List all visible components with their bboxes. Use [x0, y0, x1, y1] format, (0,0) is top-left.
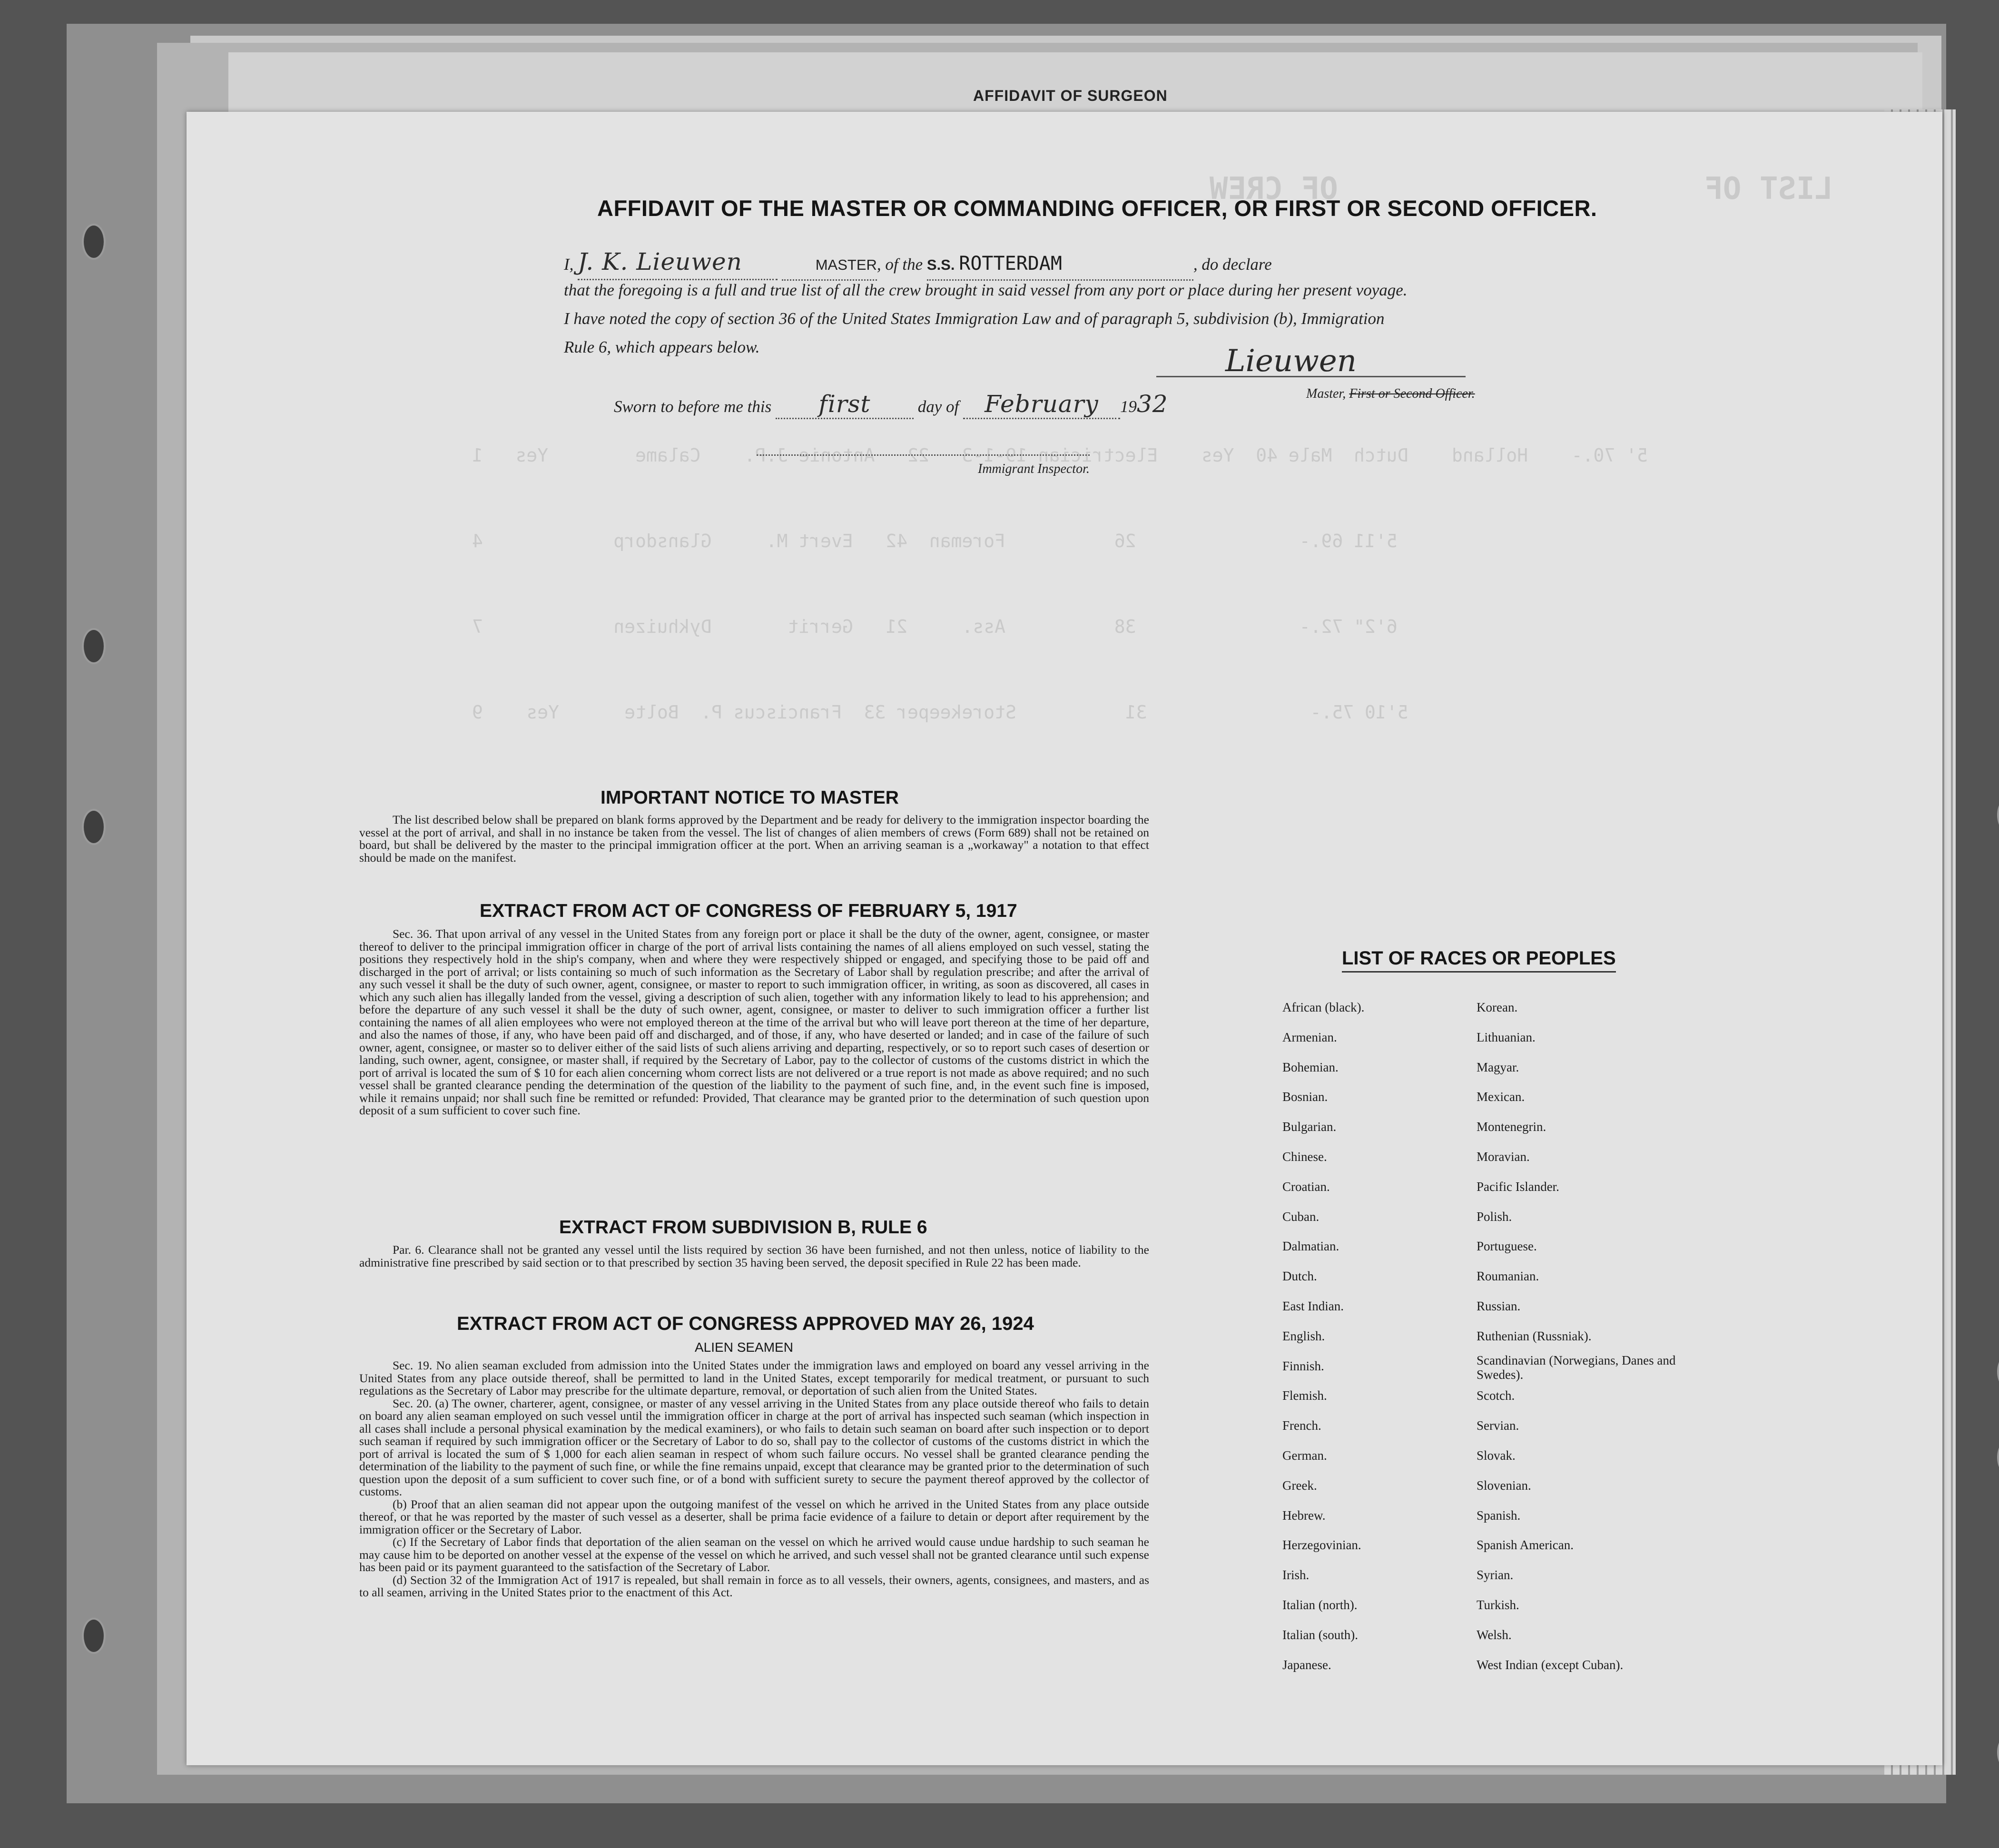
race-item: Slovenian.: [1477, 1478, 1531, 1493]
reverse-side-bleed: LIST OF OF CREW: [1210, 171, 1833, 206]
sworn-month: February: [985, 390, 1099, 418]
affidavit-line-1: [564, 247, 1485, 276]
binder-hole: [82, 1618, 106, 1654]
race-item: Bohemian.: [1282, 1060, 1339, 1074]
master-signature-label: [1306, 386, 1475, 402]
extract-1924-sec20c: (c) If the Secretary of Labor finds that deportation of the alien seaman on the vessel on which he arrived would cause undue hardship to such seaman he may cause him to be deported on another vessel at the expense of the vessel on which he arrived, and such vessel shall not be granted clearance until such expense has been paid or its payment guaranteed to the satisfaction of the Secretary of Labor.: [359, 1535, 1149, 1574]
race-item: Herzegovinian.: [1282, 1538, 1361, 1553]
race-item: Lithuanian.: [1477, 1030, 1536, 1044]
race-item: Korean.: [1477, 1000, 1518, 1014]
notice-paragraph: The list described below shall be prepared on blank forms approved by the Department and be ready for delivery to the immigration inspector boarding the vessel at the port of arrival, and shall in no instance be taken from the vessel. The list of changes of alien members of crews (Form 689) shall not be retained on board, but shall be delivered by the master to the principal immigration officer at the port. When an arriving seaman is a „workaway" a notation to that effect should be made on the manifest.: [359, 813, 1149, 865]
race-item: Finnish.: [1282, 1358, 1324, 1373]
sworn-day: first: [818, 390, 871, 418]
binder-hole: [1997, 1439, 1999, 1475]
master-label: MASTER: [782, 251, 877, 281]
race-item: Hebrew.: [1282, 1508, 1326, 1523]
race-item: Scotch.: [1477, 1388, 1515, 1403]
race-item: Mexican.: [1477, 1090, 1525, 1104]
binder-hole: [82, 224, 106, 260]
binder-hole: [82, 628, 106, 664]
sworn-year-prefix: 19: [1120, 397, 1137, 416]
race-item: Portuguese.: [1477, 1239, 1537, 1254]
inspector-signature-line: [757, 454, 1090, 456]
affidavit-line-4: Rule 6, which appears below.: [564, 338, 760, 356]
race-item: Chinese.: [1282, 1150, 1327, 1164]
race-item: East Indian.: [1282, 1299, 1344, 1313]
master-name: J. K. Lieuwen: [578, 248, 742, 275]
extract-1924-sec20d: (d) Section 32 of the Immigration Act of 1917 is repealed, but shall remain in force as to all vessels, their owners, agents, consignees, and masters, and as to all seamen, arriving in the United States prior to the enactment of this Act.: [359, 1573, 1149, 1599]
notice-text: [359, 814, 1149, 864]
extract-1917-paragraph: Sec. 36. That upon arrival of any vessel in the United States from any foreign port or place it shall be the duty of the owner, agent, consignee, or master thereof to deliver to the principal immigration officer in charge of the port of arrival lists containing the names of all aliens employed on such vessel, stating the positions they respectively hold in the ship's company, when and where they were respectively shipped or engaged, and specifying those to be paid off and discharged in the port of arrival; or lists containing so much of such information as the Secretary of Labor shall by regulation prescribe; and after the arrival of any such vessel it shall be the duty of such owner, agent, consignee, or master to report to such immigration officer, in writing, as soon as discovered, all cases in which any such alien has illegally landed from the vessel, giving a description of such alien, together with any information likely to lead to his apprehension; and before the departure of any such vessel it shall be the duty of such owner, agent, consignee, or master to deliver to such immigration officer a further list containing the names of all alien employees who were not employed thereon at the time of the arrival but who will leave port thereon at the time of her departure, and also the names of those, if any, who have been paid off and discharged, and of those, if any, who have deserted or landed; and in case of the failure of such owner, agent, consignee, or master so to deliver either of the said lists of such aliens arriving and departing, respectively, or so to report such cases of desertion or landing, such owner, agent, consignee, or master shall, if required by the Secretary of Labor, pay to the collector of customs of the customs district in which the port of arrival is located the sum of $ 10 for each alien concerning whom correct lists are not delivered or a true report is not made as above required; and no such vessel shall be granted clearance pending the determination of the question of the liability to the payment of such fine, and, in the event such fine is imposed, while it remains unpaid; nor shall such fine be remitted or refunded: Provided, That clearance may be granted prior to the determination of such question upon deposit of a sum sufficient to cover such fine.: [359, 927, 1149, 1117]
binder-hole: [1997, 1734, 1999, 1770]
subdivision-b-title: EXTRACT FROM SUBDIVISION B, RULE 6: [559, 1217, 927, 1238]
extract-1924-text: [359, 1359, 1149, 1599]
race-item: African (black).: [1282, 1000, 1365, 1014]
alien-seamen-subtitle: ALIEN SEAMEN: [695, 1340, 793, 1355]
binder-hole: [82, 809, 106, 845]
vessel-prefix: S.S.: [926, 256, 955, 273]
race-item: Servian.: [1477, 1418, 1519, 1433]
race-item: Armenian.: [1282, 1030, 1337, 1044]
master-sig-label-a: Master,: [1306, 386, 1346, 401]
race-item: Greek.: [1282, 1478, 1317, 1493]
extract-1917-text: [359, 928, 1149, 1117]
race-item: Cuban.: [1282, 1209, 1320, 1224]
binder-hole: [1997, 797, 1999, 833]
surgeon-affidavit-title: AFFIDAVIT OF SURGEON: [973, 87, 1168, 104]
race-item: Irish.: [1282, 1568, 1310, 1583]
race-item: Moravian.: [1477, 1150, 1530, 1164]
extract-1924-sec20a: Sec. 20. (a) The owner, charterer, agent, consignee, or master of any vessel arriving in the United States from any place outside thereof who fails to detain on board any alien seaman employed on such vessel until the immigration officer in charge at the port of arrival has inspected such seaman (which inspection in all cases shall include a personal physical examination by the medical examiners), or who fails to detain such seaman on board after such inspection or to deport such seaman if required by such immigration officer or the Secretary of Labor to do so, shall pay to the collector of customs of the customs district in which the port of arrival is located the sum of $ 1,000 for each alien seaman in respect of whom such failure occurs. No vessel shall be granted clearance pending the determination of the liability to the payment of such fine, or while the fine remains unpaid, except that clearance may be granted prior to the determination of such question upon the deposit of a sum sufficient to cover such fine, or of a bond with sufficient surety to secure the payment thereof approved by the collector of customs.: [359, 1396, 1149, 1498]
inspector-label: Immigrant Inspector.: [978, 462, 1090, 476]
of-the-label: , of the: [876, 255, 923, 274]
race-item: Russian.: [1477, 1299, 1521, 1313]
extract-1924-sec19: Sec. 19. No alien seaman excluded from admission into the United States under the immigration laws and employed on board any vessel arriving in the United States from any place outside thereof, shall be permitted to land in the United States, except temporarily for medical treatment, or pursuant to such regulations as the Secretary of Labor may prescribe for the ultimate departure, removal, or deportation of such alien from the United States.: [359, 1358, 1149, 1397]
affidavit-line-2: that the foregoing is a full and true list of all the crew brought in said vessel from any port or place during her present voyage.: [564, 281, 1408, 299]
race-item: Turkish.: [1477, 1598, 1519, 1612]
extract-1924-title: EXTRACT FROM ACT OF CONGRESS APPROVED MAY 26, 1924: [457, 1313, 1034, 1334]
affidavit-prefix: I,: [564, 255, 574, 274]
race-item: Bosnian.: [1282, 1090, 1328, 1104]
page-title: AFFIDAVIT OF THE MASTER OR COMMANDING OFFICER, OR FIRST OR SECOND OFFICER.: [597, 196, 1597, 221]
reverse-side-bleed: 5'10 75.- 31 Storekeeper 33 Franciscus P. Bolte Yes 9: [472, 702, 1408, 723]
subdivision-b-paragraph: Par. 6. Clearance shall not be granted any vessel until the lists required by section 36 have been furnished, and not then unless, notice of liability to the administrative fine prescribed by said section or to that prescribed by section 35 having been served, the deposit specified in Rule 22 has been made.: [359, 1243, 1149, 1269]
binder-hole: [1997, 1354, 1999, 1390]
race-item: Magyar.: [1477, 1060, 1519, 1074]
reverse-side-bleed: 6'2" 72.- 38 Ass. 21 Gerrit Dykhuizen 7: [472, 616, 1398, 637]
subdivision-b-text: [359, 1244, 1149, 1269]
extract-1924-sec20b: (b) Proof that an alien seaman did not appear upon the outgoing manifest of the vessel on which he arrived in the United States from any place outside thereof, or that he was reported by the master of such vessel as a deserter, shall be prima facie evidence of a failure to detain or deport after requirement by the immigration officer or the Secretary of Labor.: [359, 1497, 1149, 1536]
race-item: French.: [1282, 1418, 1321, 1433]
race-item: Roumanian.: [1477, 1269, 1539, 1284]
race-item: Pacific Islander.: [1477, 1179, 1559, 1194]
race-item: Ruthenian (Russniak).: [1477, 1328, 1592, 1343]
master-name-field: [578, 247, 778, 280]
sworn-mid: day of: [917, 397, 959, 416]
race-item: Spanish.: [1477, 1508, 1521, 1523]
sworn-prefix: Sworn to before me this: [614, 397, 772, 416]
race-item: Flemish.: [1282, 1388, 1327, 1403]
race-item: Spanish American.: [1477, 1538, 1574, 1553]
race-item: Italian (north).: [1282, 1598, 1358, 1612]
race-item: Welsh.: [1477, 1627, 1512, 1642]
race-item: Polish.: [1477, 1209, 1512, 1224]
signature-line: [1156, 376, 1466, 377]
sworn-month-field: [963, 390, 1120, 419]
sworn-line: [614, 390, 1168, 419]
sworn-day-field: [776, 390, 914, 419]
reverse-side-bleed: 5'11 69.- 26 Foreman 42 Evert M. Glansdorp 4: [472, 531, 1398, 551]
do-declare-label: , do declare: [1193, 255, 1272, 274]
race-item: Italian (south).: [1282, 1627, 1358, 1642]
affidavit-line-3: I have noted the copy of section 36 of the United States Immigration Law and of paragraph 5, subdivision (b), Immigration: [564, 309, 1385, 328]
race-item: Dalmatian.: [1282, 1239, 1339, 1254]
reverse-side-bleed: 5' 70.- Holland Dutch Male 40 Yes Electrician 19-1-3 22 Antonie J.P. Calame Yes 1: [472, 445, 1648, 466]
race-item: English.: [1282, 1328, 1325, 1343]
race-item: Slovak.: [1477, 1448, 1516, 1463]
race-item: West Indian (except Cuban).: [1477, 1657, 1624, 1672]
sworn-year: 32: [1136, 390, 1168, 418]
race-item: Scandinavian (Norwegians, Danes and Swedes).: [1477, 1353, 1676, 1382]
extract-1917-title: EXTRACT FROM ACT OF CONGRESS OF FEBRUARY 5, 1917: [480, 901, 1017, 921]
race-item: German.: [1282, 1448, 1327, 1463]
races-title: LIST OF RACES OR PEOPLES: [1342, 948, 1616, 973]
master-signature: Lieuwen: [1225, 344, 1357, 379]
notice-title: IMPORTANT NOTICE TO MASTER: [601, 787, 899, 808]
race-item: Syrian.: [1477, 1568, 1514, 1583]
race-item: Bulgarian.: [1282, 1120, 1337, 1134]
race-item: Japanese.: [1282, 1657, 1331, 1672]
race-item: Montenegrin.: [1477, 1120, 1546, 1134]
vessel-name: ROTTERDAM: [959, 253, 1062, 275]
master-sig-label-b-struck: First or Second Officer.: [1349, 386, 1475, 401]
race-item: Croatian.: [1282, 1179, 1330, 1194]
race-item: Dutch.: [1282, 1269, 1317, 1284]
